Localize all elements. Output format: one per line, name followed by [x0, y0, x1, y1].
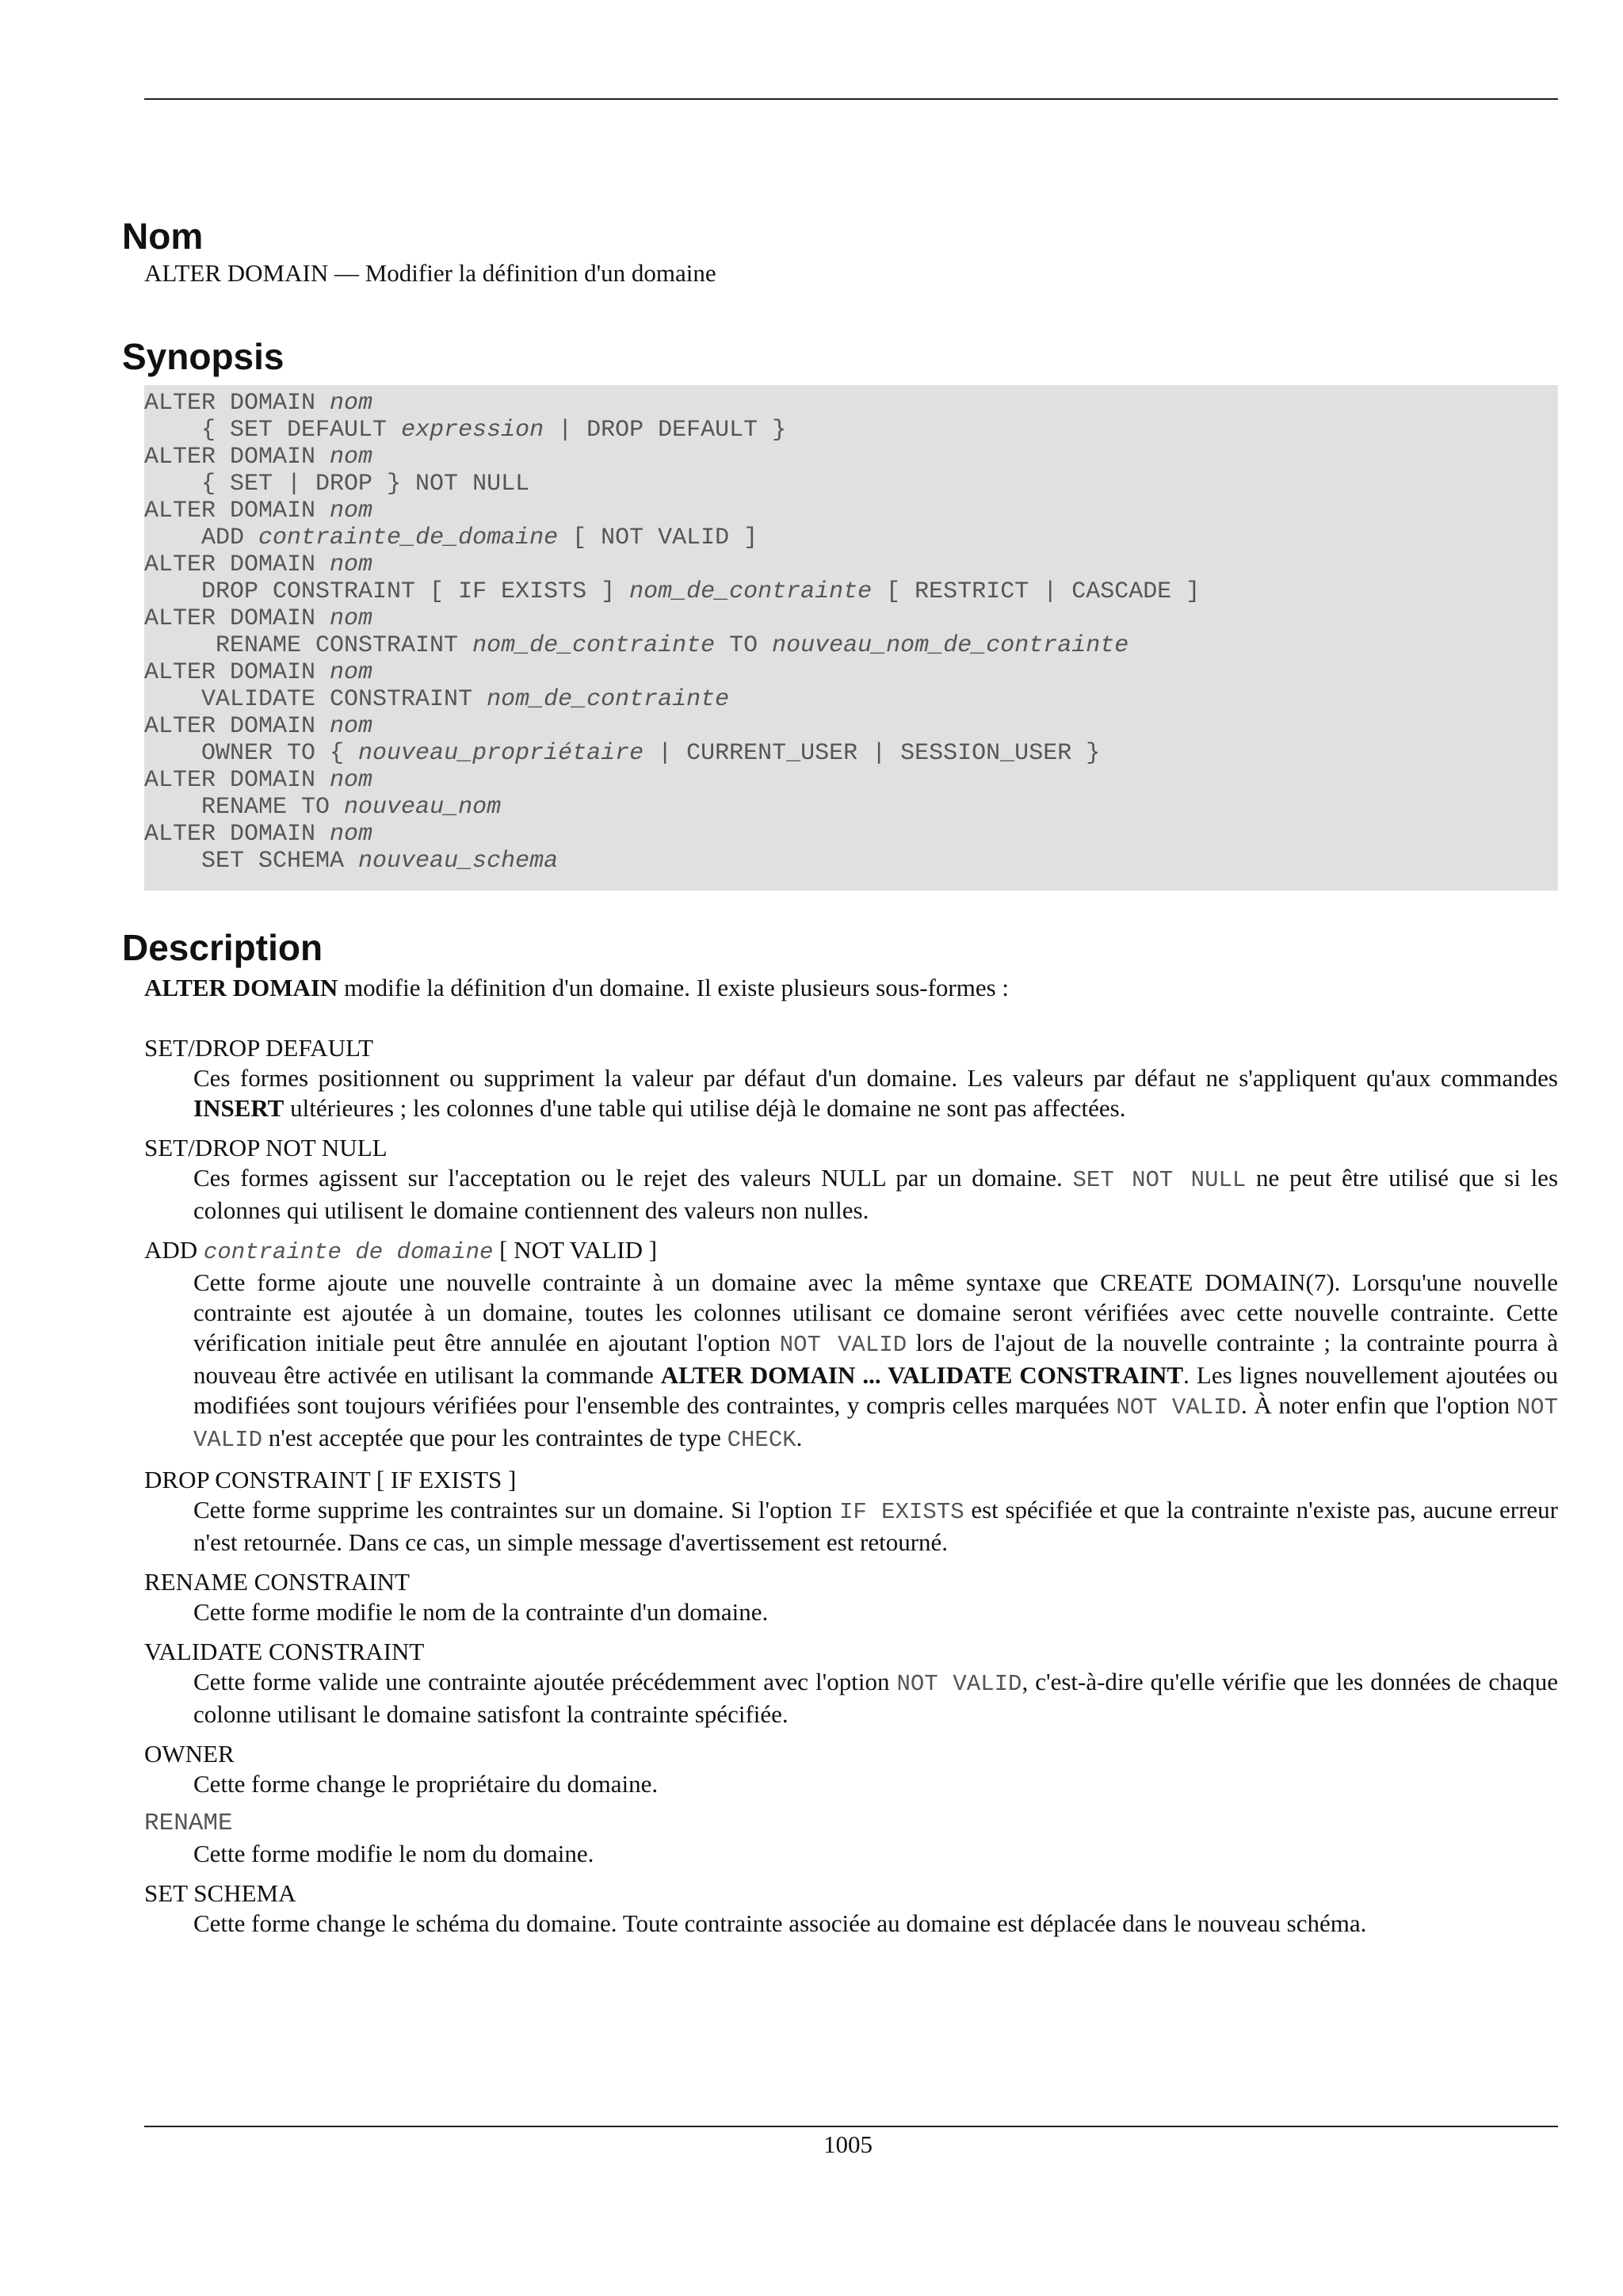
term-drop-constraint: DROP CONSTRAINT [ IF EXISTS ]	[144, 1466, 517, 1493]
def-set-drop-not-null: Ces formes agissent sur l'acceptation ou le rejet des valeurs NULL par un domaine. SET NOT NULL ne peut être utilisé que si les colonnes qui utilisent le domaine contiennent des valeurs non nulles.	[193, 1164, 1559, 1224]
footer-rule	[144, 2126, 1558, 2127]
synopsis-line: ALTER DOMAIN nom	[144, 605, 373, 632]
synopsis-line: SET SCHEMA nouveau_schema	[144, 848, 559, 875]
section-heading-description: Description	[122, 927, 323, 968]
entry-rename	[122, 1809, 1558, 1869]
synopsis-line: ALTER DOMAIN nom	[144, 551, 373, 578]
synopsis-line: VALIDATE CONSTRAINT nom_de_contrainte	[144, 686, 730, 713]
synopsis-line: ALTER DOMAIN nom	[144, 713, 373, 740]
synopsis-line: ALTER DOMAIN nom	[144, 390, 373, 417]
term-owner: OWNER	[144, 1740, 235, 1768]
def-set-schema: Cette forme change le schéma du domaine. Toute contrainte associée au domaine est déplacée dans le nouveau schéma.	[193, 1909, 1367, 1937]
def-owner: Cette forme change le propriétaire du domaine.	[193, 1770, 659, 1798]
synopsis-line: ADD contrainte_de_domaine [ NOT VALID ]	[144, 524, 758, 551]
def-rename: Cette forme modifie le nom du domaine.	[193, 1840, 594, 1867]
term-set-drop-not-null: SET/DROP NOT NULL	[144, 1134, 388, 1161]
reference-page	[122, 214, 1558, 1939]
entry-set-schema	[122, 1878, 1558, 1939]
entry-drop-constraint	[122, 1465, 1558, 1558]
term-rename: RENAME	[144, 1810, 233, 1837]
synopsis-line: ALTER DOMAIN nom	[144, 498, 373, 524]
synopsis-line: ALTER DOMAIN nom	[144, 821, 373, 848]
command-name: ALTER DOMAIN	[144, 974, 338, 1001]
synopsis-line: RENAME CONSTRAINT nom_de_contrainte TO nouveau_nom_de_contrainte	[144, 632, 1129, 659]
term-add: ADD contrainte de domaine [ NOT VALID ]	[144, 1236, 658, 1265]
term-set-schema: SET SCHEMA	[144, 1879, 296, 1907]
section-heading-synopsis: Synopsis	[122, 336, 285, 377]
entry-add	[122, 1235, 1558, 1455]
entry-set-drop-not-null	[122, 1133, 1558, 1226]
def-set-drop-default: Ces formes positionnent ou suppriment la valeur par défaut d'un domaine. Les valeurs par défaut ne s'appliquent qu'aux commandes INSERT ultérieures ; les colonnes d'une table qui utilise déjà le domaine ne sont pas affectées.	[193, 1064, 1558, 1122]
command-purpose: ALTER DOMAIN — Modifier la définition d'un domaine	[144, 259, 716, 287]
synopsis-code-block	[144, 385, 1558, 891]
synopsis-line: ALTER DOMAIN nom	[144, 659, 373, 686]
def-validate-constraint: Cette forme valide une contrainte ajoutée précédemment avec l'option NOT VALID, c'est-à-dire qu'elle vérifie que les données de chaque colonne utilisant le domaine satisfont la contrainte spécifiée.	[193, 1668, 1559, 1728]
entry-owner	[122, 1739, 1558, 1799]
synopsis-line: ALTER DOMAIN nom	[144, 444, 373, 471]
synopsis-line: { SET | DROP } NOT NULL	[144, 471, 530, 498]
description-intro: ALTER DOMAIN modifie la définition d'un domaine. Il existe plusieurs sous-formes :	[144, 974, 1010, 1001]
header-rule	[144, 98, 1558, 100]
term-rename-constraint: RENAME CONSTRAINT	[144, 1568, 410, 1596]
synopsis-line: { SET DEFAULT expression | DROP DEFAULT }	[144, 417, 787, 444]
entry-validate-constraint	[122, 1637, 1558, 1730]
term-validate-constraint: VALIDATE CONSTRAINT	[144, 1638, 425, 1665]
entry-set-drop-default	[122, 1033, 1558, 1123]
def-rename-constraint: Cette forme modifie le nom de la contrainte d'un domaine.	[193, 1598, 769, 1626]
synopsis-line: ALTER DOMAIN nom	[144, 767, 373, 794]
entry-rename-constraint	[122, 1567, 1558, 1627]
def-drop-constraint: Cette forme supprime les contraintes sur un domaine. Si l'option IF EXISTS est spécifiée et que la contrainte n'existe pas, aucune erreur n'est retournée. Dans ce cas, un simple message d'avertissement est retourné.	[193, 1496, 1558, 1556]
synopsis-line: DROP CONSTRAINT [ IF EXISTS ] nom_de_contrainte [ RESTRICT | CASCADE ]	[144, 578, 1201, 605]
def-add: Cette forme ajoute une nouvelle contrainte à un domaine avec la même syntaxe que CREATE DOMAIN(7). Lorsqu'une nouvelle contrainte est ajoutée à un domaine, toutes les colonnes utilisant ce domaine seront vérifiées avec cette nouvelle contrainte. Cette vérification initiale peut être annulée en ajoutant l'option NOT VALID lors de l'ajout de la nouvelle contrainte ; la contrainte pourra à nouveau être activée en utilisant la commande ALTER DOMAIN ... VALIDATE CONSTRAINT. Les lignes nouvellement ajoutées ou modifiées sont toujours vérifiées pour l'ensemble des contraintes, y compris celles marquées NOT VALID. À noter enfin que l'option NOT VALID n'est acceptée que pour les contraintes de type CHECK.	[193, 1268, 1558, 1453]
term-set-drop-default: SET/DROP DEFAULT	[144, 1034, 374, 1062]
section-heading-nom: Nom	[122, 215, 204, 257]
synopsis-line: OWNER TO { nouveau_propriétaire | CURRENT_USER | SESSION_USER }	[144, 740, 1101, 767]
page-number: 1005	[823, 2130, 873, 2158]
synopsis-line: RENAME TO nouveau_nom	[144, 794, 502, 821]
